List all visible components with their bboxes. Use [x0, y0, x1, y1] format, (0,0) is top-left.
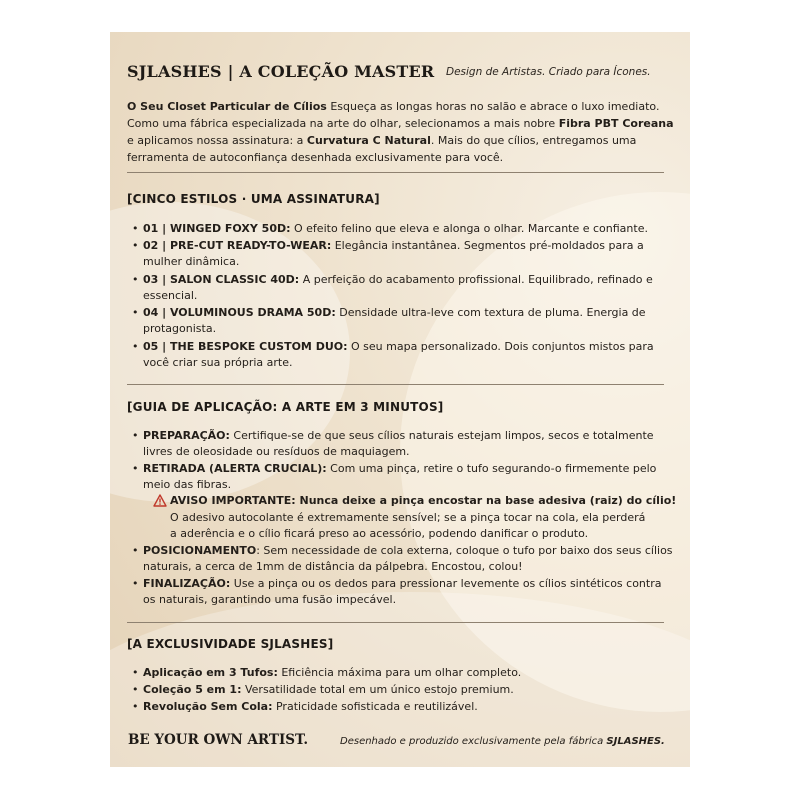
bullet: • — [132, 577, 139, 590]
closing-title: BE YOUR OWN ARTIST. — [128, 732, 309, 748]
style-description-cont: essencial. — [143, 289, 198, 302]
step-name: PREPARAÇÃO: — [143, 429, 230, 442]
step-name: RETIRADA (ALERTA CRUCIAL): — [143, 462, 327, 475]
style-name: 04 | VOLUMINOUS DRAMA 50D: — [143, 306, 336, 319]
intro-curve: Curvatura C Natural — [306, 134, 431, 147]
style-description: O seu mapa personalizado. Dois conjuntos mistos para — [347, 340, 654, 353]
step-text: Certifique-se de que seus cílios naturais estejam limpos, secos e totalmente — [229, 429, 654, 442]
bullet: • — [132, 700, 139, 713]
feature-name: Coleção 5 em 1: — [143, 683, 242, 696]
intro-text-3: . Mais do que cílios, entregamos uma ferramenta de autoconfiança desenhada exclusivamente para você. — [127, 134, 637, 164]
warning-title: AVISO IMPORTANTE: Nunca deixe a pinça encostar na base adesiva (raiz) do cílio! — [170, 494, 677, 507]
bullet: • — [132, 340, 139, 353]
closing-text: Desenhado e produzido exclusivamente pela fábrica — [340, 736, 607, 747]
style-description: A perfeição do acabamento profissional. Equilibrado, refinado e — [299, 273, 653, 286]
feature-text: Versatilidade total em um único estojo premium. — [241, 683, 514, 696]
step-text: Use a pinça ou os dedos para pressionar levemente os cílios sintéticos contra — [230, 577, 662, 590]
style-description: O efeito felino que eleva e alonga o olhar. Marcante e confiante. — [290, 222, 648, 235]
bullet: • — [132, 222, 139, 235]
style-name: 02 | PRE-CUT READY-TO-WEAR: — [143, 239, 332, 252]
feature-text: Praticidade sofisticada e reutilizável. — [272, 700, 478, 713]
bullet: • — [132, 666, 139, 679]
style-description-cont: você criar sua própria arte. — [143, 356, 293, 369]
bullet: • — [132, 683, 139, 696]
warning-triangle-icon — [153, 494, 167, 507]
exclusive-heading: [A EXCLUSIVIDADE SJLASHES] — [127, 637, 334, 651]
bullet: • — [132, 306, 139, 319]
divider — [127, 384, 664, 385]
feature-name: Aplicação em 3 Tufos: — [143, 666, 278, 679]
step-text-cont: livres de oleosidade ou resíduos de maquiagem. — [143, 445, 410, 458]
style-name: 05 | THE BESPOKE CUSTOM DUO: — [143, 340, 348, 353]
intro-lead: O Seu Closet Particular de Cílios — [127, 100, 327, 113]
step-text: Com uma pinça, retire o tufo segurando-o firmemente pelo — [326, 462, 657, 475]
guide-heading: [GUIA DE APLICAÇÃO: A ARTE EM 3 MINUTOS] — [127, 400, 444, 414]
divider — [127, 172, 664, 173]
bullet: • — [132, 239, 139, 252]
tagline: Design de Artistas. Criado para Ícones. — [446, 66, 651, 78]
bullet: • — [132, 429, 139, 442]
feature-name: Revolução Sem Cola: — [143, 700, 273, 713]
page-title: SJLASHES | A COLEÇÃO MASTER — [127, 62, 435, 81]
step-text: : Sem necessidade de cola externa, coloque o tufo por baixo dos seus cílios — [256, 544, 673, 557]
style-description-cont: protagonista. — [143, 322, 217, 335]
step-text-cont: naturais, a cerca de 1mm de distância da pálpebra. Encostou, colou! — [143, 560, 523, 573]
intro-paragraph — [127, 98, 683, 166]
step-text-cont: os naturais, garantindo uma fusão impecável. — [143, 593, 397, 606]
product-card — [110, 32, 690, 767]
style-description: Elegância instantânea. Segmentos pré-moldados para a — [331, 239, 644, 252]
closing-brand: SJLASHES. — [606, 736, 665, 747]
intro-text-2: e aplicamos nossa assinatura: a — [127, 134, 307, 147]
bullet: • — [132, 273, 139, 286]
bullet: • — [132, 544, 139, 557]
feature-text: Eficiência máxima para um olhar completo. — [277, 666, 522, 679]
warning-text: O adesivo autocolante é extremamente sensível; se a pinça tocar na cola, ela perderá — [170, 511, 646, 524]
closing-subtitle — [340, 736, 665, 747]
step-text-cont: meio das fibras. — [143, 478, 232, 491]
step-name: POSICIONAMENTO — [143, 544, 257, 557]
divider — [127, 622, 664, 623]
style-description-cont: mulher dinâmica. — [143, 255, 240, 268]
warning-text-cont: a aderência e o cílio ficará preso ao acessório, podendo danificar o produto. — [170, 527, 589, 540]
bullet: • — [132, 462, 139, 475]
styles-heading: [CINCO ESTILOS · UMA ASSINATURA] — [127, 192, 380, 206]
style-name: 01 | WINGED FOXY 50D: — [143, 222, 291, 235]
intro-fiber: Fibra PBT Coreana — [558, 117, 674, 130]
intro-text-1: Esqueça as longas horas no salão e abrace o luxo imediato. Como uma fábrica especializada na arte do olhar, selecionamos a mais nobre — [127, 100, 660, 130]
style-name: 03 | SALON CLASSIC 40D: — [143, 273, 300, 286]
step-name: FINALIZAÇÃO: — [143, 577, 231, 590]
style-description: Densidade ultra-leve com textura de pluma. Energia de — [335, 306, 646, 319]
